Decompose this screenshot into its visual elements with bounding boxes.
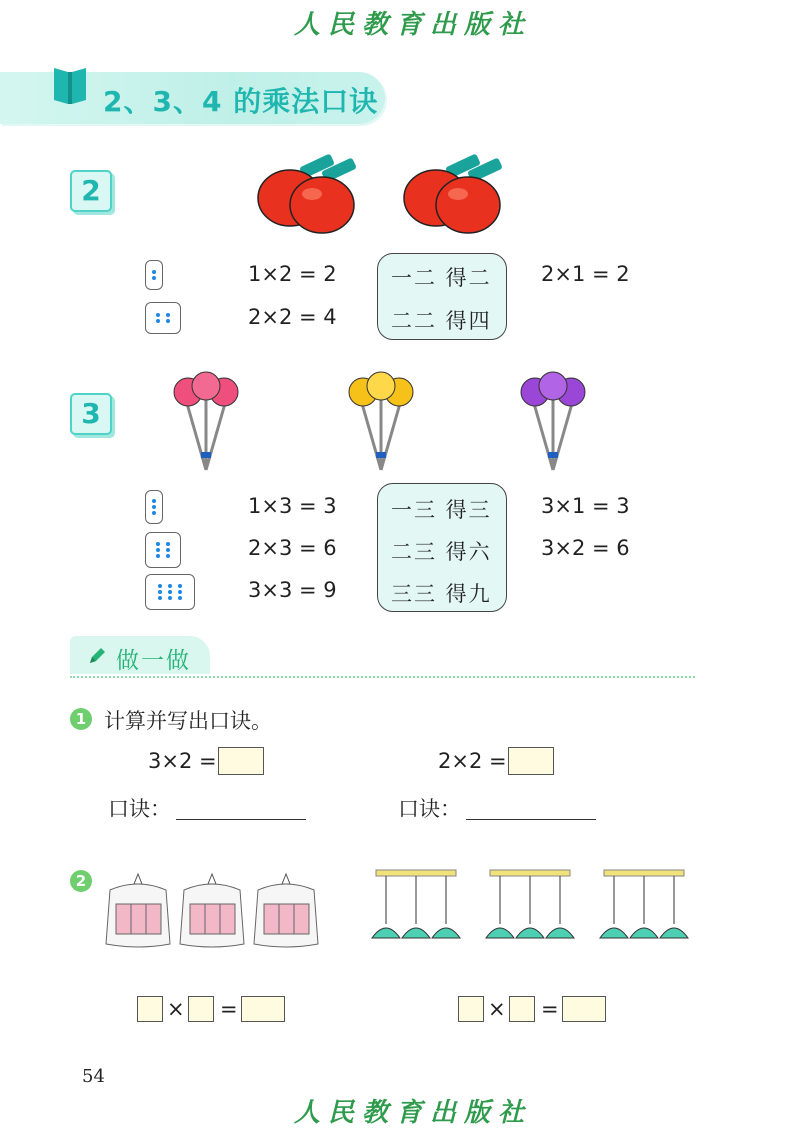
equation: 3×2 = — [148, 749, 217, 773]
example-number-3: 3 — [70, 393, 112, 435]
answer-input[interactable] — [218, 747, 264, 775]
equals-sign: = — [220, 997, 238, 1021]
book-icon — [50, 64, 90, 108]
divider — [70, 676, 695, 678]
equation: 1×3 = 3 — [248, 494, 337, 518]
rhyme-line: 一三 得三 — [391, 498, 492, 522]
publisher-footer: 人民教育出版社 — [294, 1098, 533, 1128]
rhyme-line: 三三 得九 — [391, 582, 492, 606]
balloon-bunch-icon — [343, 370, 419, 475]
dot-card-2 — [145, 532, 181, 568]
balloon-bunch-icon — [168, 370, 244, 475]
rhyme-line: 二三 得六 — [391, 540, 492, 564]
paddle-pair-icon — [396, 150, 511, 235]
rhyme-label: 口诀： — [398, 797, 461, 821]
factor-input[interactable] — [509, 996, 535, 1022]
question-instruction: 计算并写出口诀。 — [104, 709, 272, 733]
page-number: 54 — [82, 1066, 105, 1087]
equation: 2×3 = 6 — [248, 536, 337, 560]
product-input[interactable] — [562, 996, 606, 1022]
times-sign: × — [488, 997, 506, 1021]
dot-card-1 — [145, 490, 163, 524]
question-number-2: 2 — [70, 870, 92, 892]
lamp-set-icon — [362, 866, 702, 948]
equation: 1×2 = 2 — [248, 262, 337, 286]
equals-sign: = — [541, 997, 559, 1021]
equation: 3×1 = 3 — [541, 494, 630, 518]
example-number-2: 2 — [70, 170, 112, 212]
question-number-1: 1 — [70, 708, 92, 730]
pencil-icon — [86, 645, 108, 667]
rhyme-answer-line[interactable] — [466, 818, 596, 820]
factor-input[interactable] — [458, 996, 484, 1022]
factor-input[interactable] — [188, 996, 214, 1022]
equation: 2×2 = 4 — [248, 305, 337, 329]
paddle-pair-icon — [250, 150, 365, 235]
rhyme-answer-line[interactable] — [176, 818, 306, 820]
dot-card-3 — [145, 574, 195, 610]
rhyme-line: 一二 得二 — [391, 266, 492, 290]
milk-bags-icon — [100, 870, 325, 950]
balloon-bunch-icon — [515, 370, 591, 475]
dot-card-2 — [145, 302, 181, 334]
product-input[interactable] — [241, 996, 285, 1022]
dot-card-1 — [145, 260, 163, 290]
publisher-header: 人民教育出版社 — [294, 10, 533, 40]
practice-title: 做一做 — [116, 648, 191, 674]
answer-input[interactable] — [508, 747, 554, 775]
equation: 3×2 = 6 — [541, 536, 630, 560]
equation: 3×3 = 9 — [248, 578, 337, 602]
equation: 2×1 = 2 — [541, 262, 630, 286]
rhyme-label: 口诀： — [108, 797, 171, 821]
equation: 2×2 = — [438, 749, 507, 773]
factor-input[interactable] — [137, 996, 163, 1022]
rhyme-line: 二二 得四 — [391, 309, 492, 333]
times-sign: × — [167, 997, 185, 1021]
section-title: 2、3、4 的乘法口诀 — [103, 85, 379, 118]
